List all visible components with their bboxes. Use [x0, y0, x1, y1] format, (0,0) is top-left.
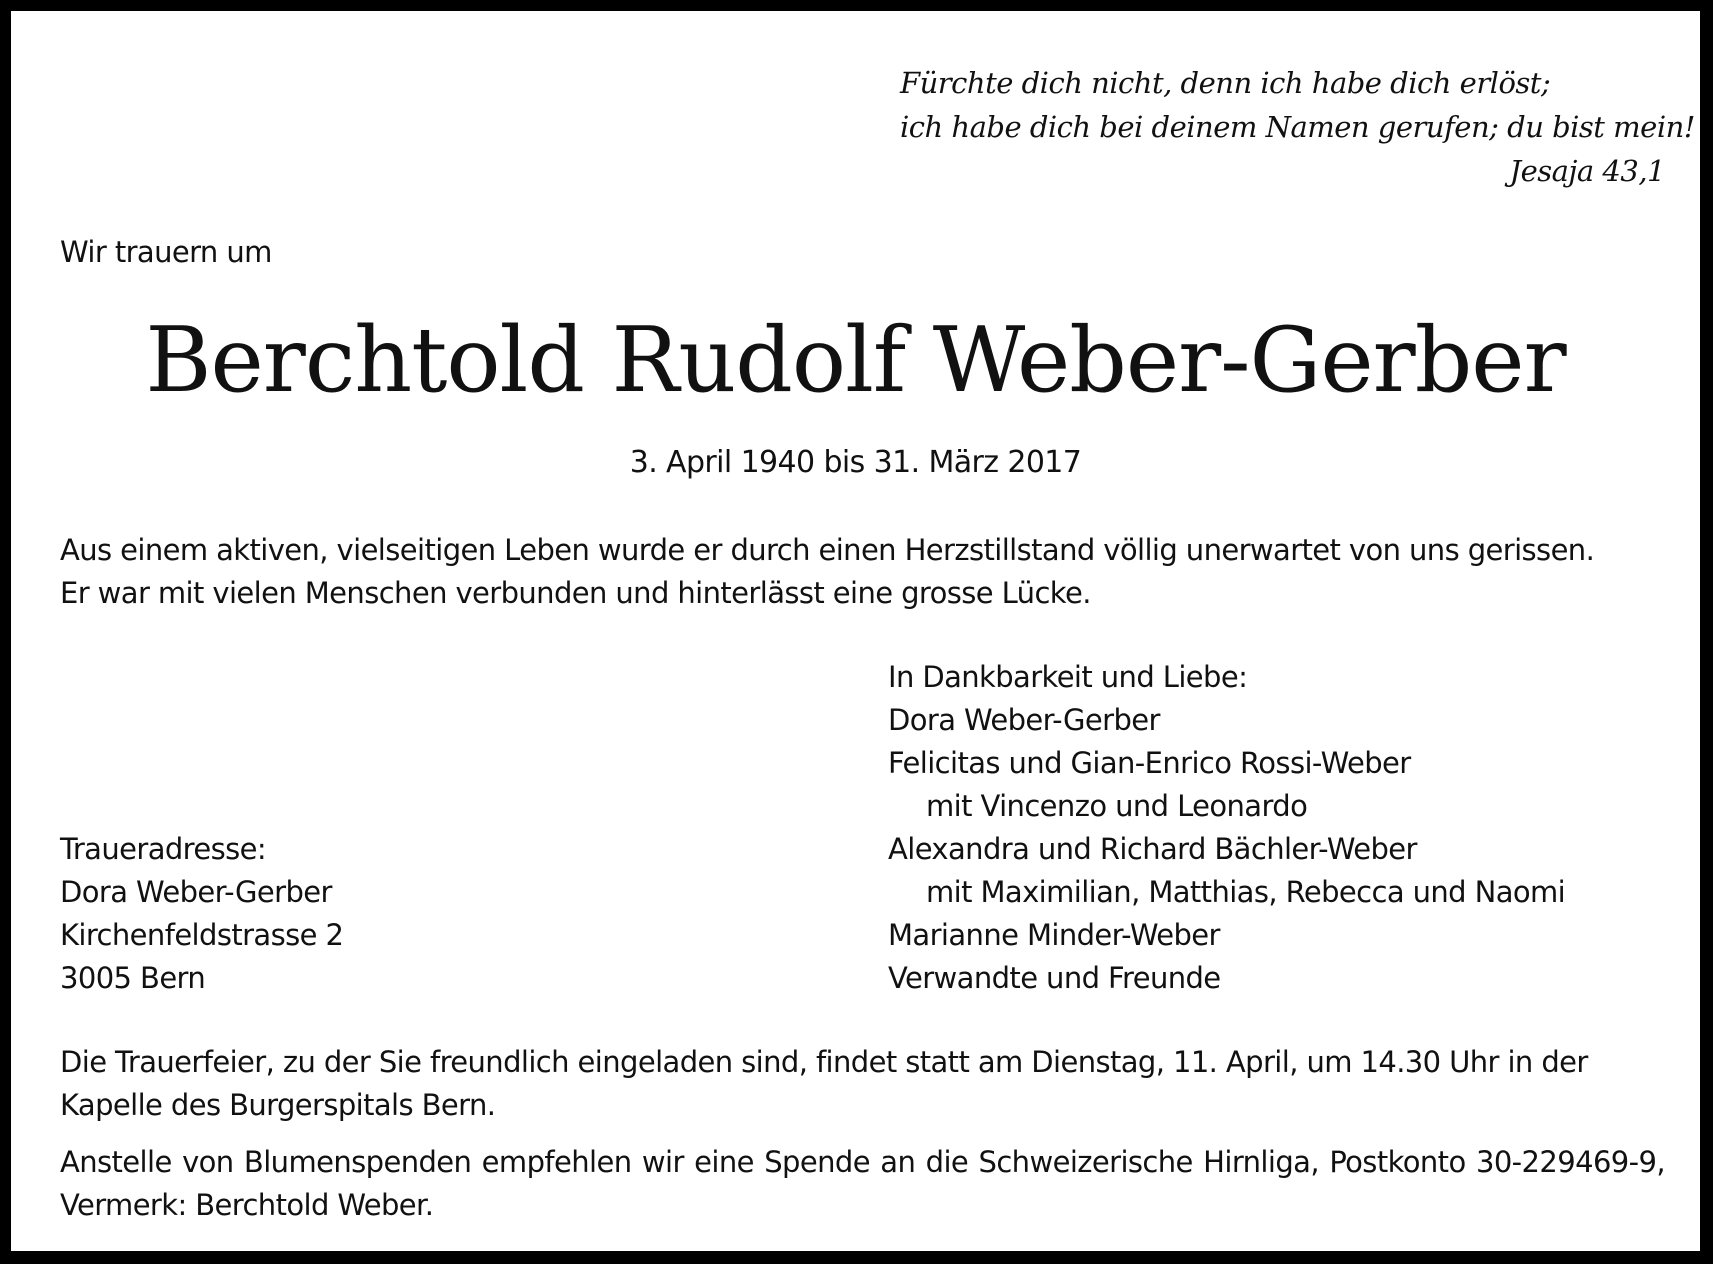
- ceremony-text: [60, 1041, 1665, 1127]
- tribute-line-1: Aus einem aktiven, vielseitigen Leben wurde er durch einen Herzstillstand völlig unerwartet von uns gerissen.: [60, 533, 1595, 567]
- verse-reference: Jesaja 43,1: [1509, 154, 1665, 188]
- ceremony-line-2: Kapelle des Burgerspitals Bern.: [60, 1088, 496, 1122]
- mourner-item: Marianne Minder-Weber: [888, 918, 1220, 952]
- ceremony-line-1: Die Trauerfeier, zu der Sie freundlich eingeladen sind, findet statt am Dienstag, 11. April, um 14.30 Uhr in der: [60, 1045, 1588, 1079]
- address-street: Kirchenfeldstrasse 2: [60, 918, 344, 952]
- address-name: Dora Weber-Gerber: [60, 875, 332, 909]
- intro-text: Wir trauern um: [60, 235, 272, 269]
- verse-line-2: ich habe dich bei deinem Namen gerufen; du bist mein!: [900, 110, 1695, 144]
- donation-text: [60, 1141, 1665, 1227]
- mourners-heading: In Dankbarkeit und Liebe:: [888, 660, 1248, 694]
- life-dates: 3. April 1940 bis 31. März 2017: [629, 445, 1082, 480]
- address-label: Traueradresse:: [60, 832, 267, 866]
- mourner-item: Alexandra und Richard Bächler-Weber: [888, 832, 1417, 866]
- deceased-name: Berchtold Rudolf Weber-Gerber: [145, 308, 1566, 413]
- mourning-address: [60, 828, 343, 1000]
- verse-line-1: Fürchte dich nicht, denn ich habe dich erlöst;: [900, 66, 1551, 100]
- mourner-item: Dora Weber-Gerber: [888, 703, 1160, 737]
- bible-verse: [900, 61, 1695, 193]
- mourners-list: [888, 656, 1565, 1000]
- mourner-item: Verwandte und Freunde: [888, 961, 1221, 995]
- mourner-item: mit Vincenzo und Leonardo: [926, 789, 1308, 823]
- tribute-text: [60, 529, 1665, 615]
- mourner-item: Felicitas und Gian-Enrico Rossi-Weber: [888, 746, 1411, 780]
- obituary-notice: [11, 11, 1700, 1251]
- donation-line-1: Anstelle von Blumenspenden empfehlen wir eine Spende an die Schweizerische Hirnliga, Postkonto: [60, 1145, 1466, 1179]
- mourner-item: mit Maximilian, Matthias, Rebecca und Naomi: [926, 875, 1566, 909]
- tribute-line-2: Er war mit vielen Menschen verbunden und hinterlässt eine grosse Lücke.: [60, 576, 1091, 610]
- donation-line-2: 30-229469-9, Vermerk: Berchtold Weber.: [60, 1145, 1665, 1222]
- address-city: 3005 Bern: [60, 961, 206, 995]
